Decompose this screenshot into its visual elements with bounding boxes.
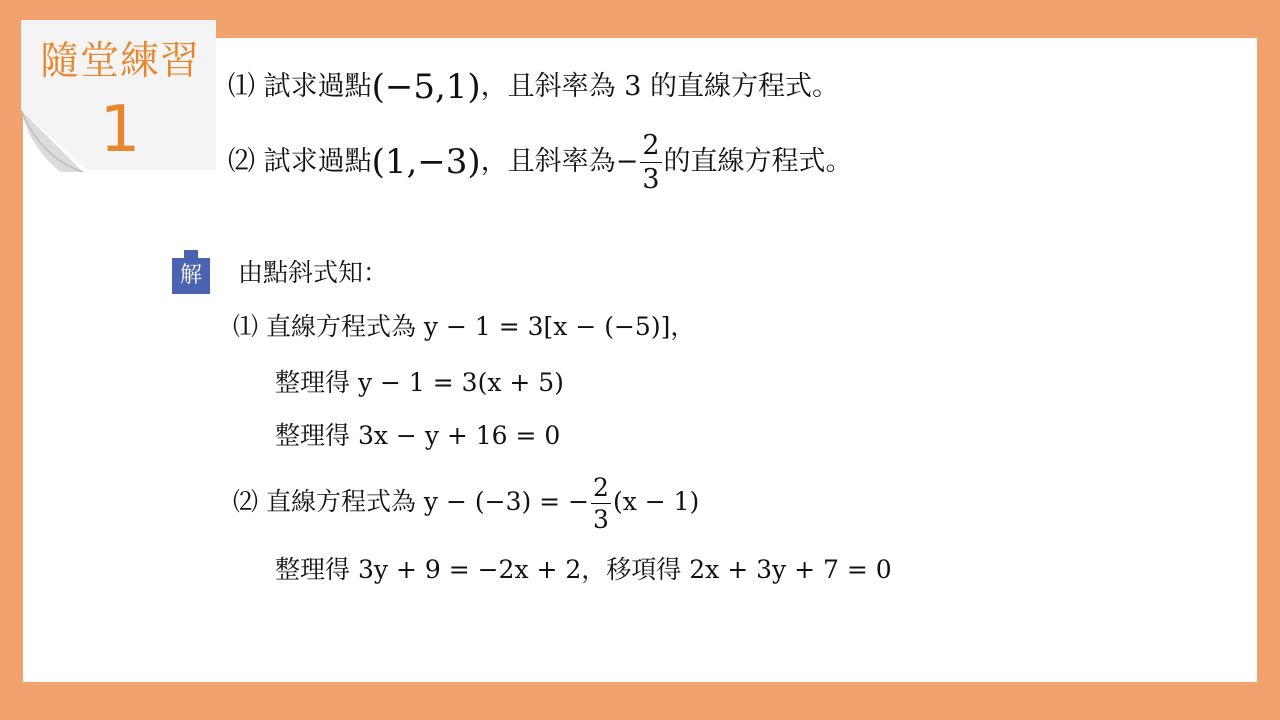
answer-1-line-3 [275, 423, 560, 448]
question-2 [228, 132, 853, 193]
a1-line1-prefix: ⑴ 直線方程式為 [233, 312, 416, 341]
a2-slope-denominator: 3 [593, 505, 609, 534]
a2-line1-equation-left: y − (−3) = − [423, 487, 590, 516]
q1-middle: ，且斜率為 3 的直線方程式。 [480, 71, 840, 102]
a1-line1-suffix: ， [670, 312, 696, 341]
badge-number: 1 [99, 93, 141, 167]
q2-slope-numerator: 2 [642, 130, 660, 161]
a2-line2-middle: ，移項得 [581, 555, 682, 584]
q2-point: (1,−3) [371, 142, 481, 182]
a2-slope-numerator: 2 [593, 473, 609, 502]
a1-line3-equation: 3x − y + 16 = 0 [357, 421, 561, 450]
answer-2-line-2 [275, 557, 892, 582]
question-1 [228, 67, 840, 107]
solution-icon-tab [184, 250, 198, 258]
a2-slope-fraction [591, 475, 611, 532]
solution-icon-label: 解 [172, 258, 210, 294]
a2-line2-prefix: 整理得 [275, 555, 351, 584]
q2-slope-denominator: 3 [642, 164, 660, 195]
a2-line1-equation-right: (x − 1) [612, 487, 700, 516]
q2-suffix: 的直線方程式。 [663, 146, 853, 177]
a1-line3-prefix: 整理得 [275, 421, 351, 450]
q2-slope-sign: − [615, 146, 639, 177]
answer-1-line-1 [233, 314, 695, 339]
answer-1-line-2 [275, 370, 564, 395]
answer-intro: 由點斜式知： [238, 258, 389, 287]
solution-icon [172, 250, 210, 294]
a1-line2-equation: y − 1 = 3(x + 5) [357, 368, 564, 397]
q1-prefix: ⑴ 試求過點 [228, 71, 372, 102]
q1-point: (−5,1) [371, 67, 481, 107]
a2-line2-equation-1: 3y + 9 = −2x + 2 [357, 555, 582, 584]
q2-prefix: ⑵ 試求過點 [228, 146, 372, 177]
a2-line1-prefix: ⑵ 直線方程式為 [233, 487, 416, 516]
a2-line2-equation-2: 2x + 3y + 7 = 0 [689, 555, 892, 584]
a1-line2-prefix: 整理得 [275, 368, 351, 397]
q2-slope-fraction [640, 132, 661, 193]
badge-title: 隨堂練習 [39, 39, 200, 84]
q2-middle: ，且斜率為 [480, 146, 616, 177]
answer-2-line-1 [233, 475, 699, 532]
a1-line1-equation: y − 1 = 3[x − (−5)] [423, 312, 671, 341]
